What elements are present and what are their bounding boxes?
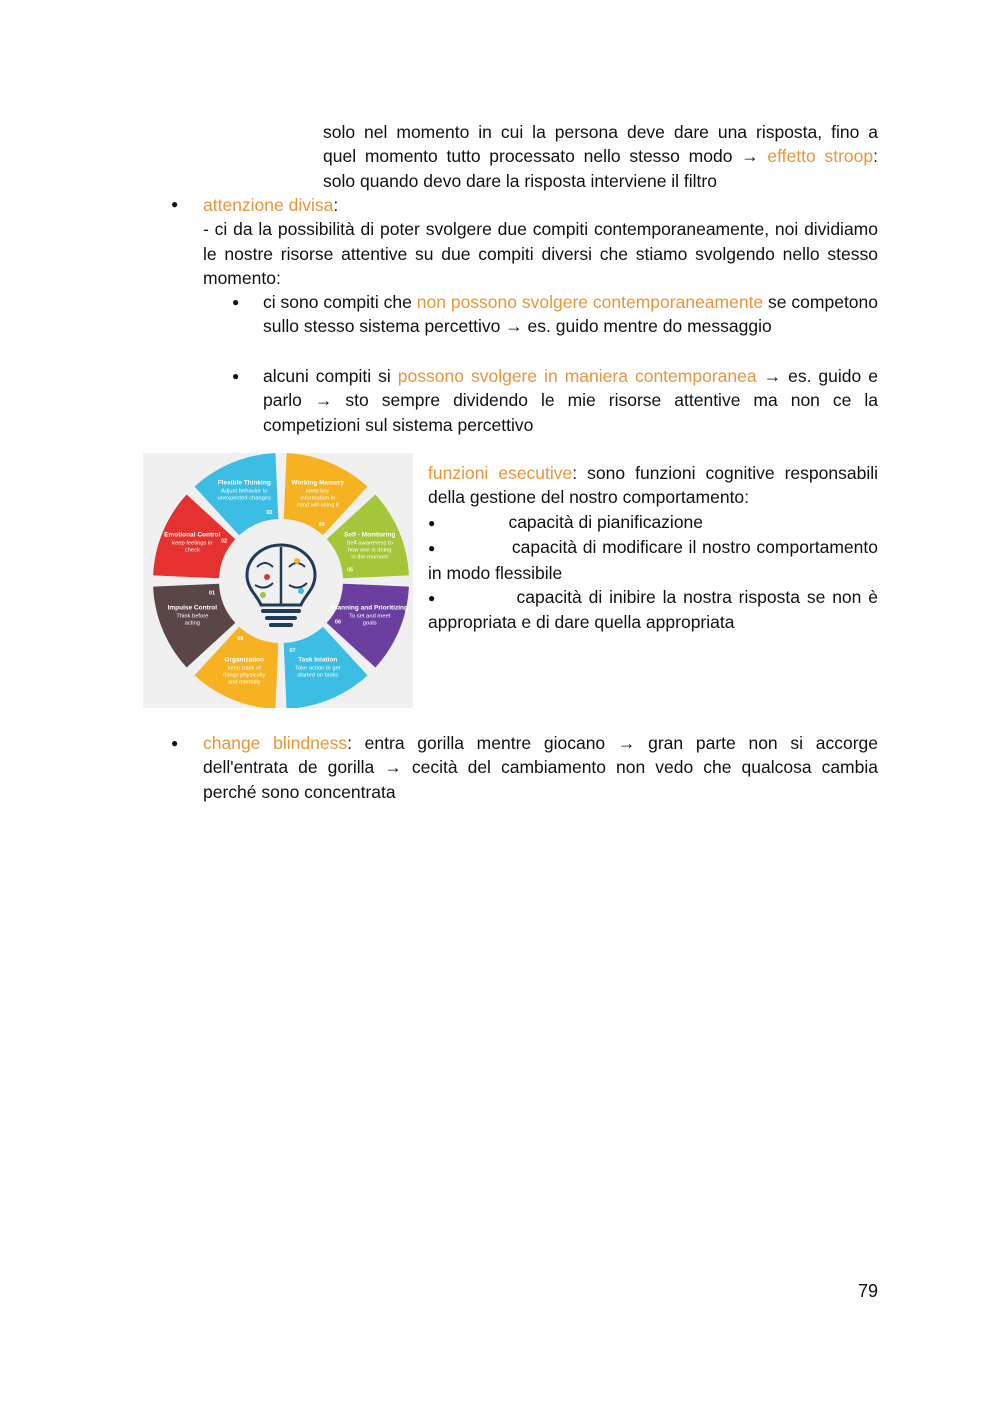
wheel-segment-title: Organization [224, 656, 265, 664]
executive-item-2-text: capacità di modificare il nostro comportamento in modo flessibile [428, 537, 878, 583]
page-number: 79 [857, 1281, 878, 1301]
wheel-segment-description: goals [362, 620, 377, 627]
bullet-icon: ● [428, 541, 436, 556]
executive-functions-figure [143, 453, 413, 708]
change-blindness-text [203, 731, 878, 804]
executive-functions-intro [428, 461, 878, 510]
bullet-icon: ● [428, 515, 436, 530]
executive-functions-wheel [143, 453, 413, 708]
continuation-paragraph [323, 120, 878, 193]
sub-bullet-2-text [263, 364, 878, 437]
continuation-line-3: solo quando devo dare la risposta interviene il filtro [323, 170, 717, 191]
executive-functions-intro-text: : sono funzioni cognitive responsabili della gestione del nostro comportamento: [428, 463, 878, 508]
wheel-segment-description: check [184, 547, 200, 554]
brain-lightbulb-icon [247, 545, 315, 627]
wheel-segment-number: 03 [266, 509, 273, 516]
sub-bullet-1-pre: ci sono compiti che [263, 292, 417, 312]
sub-bullet-1 [263, 290, 878, 339]
executive-functions-paragraph [428, 461, 878, 635]
change-blindness-term: change blindness [203, 733, 348, 753]
effetto-stroop-term: effetto stroop [767, 146, 874, 167]
wheel-segment-description: things physically [223, 672, 266, 679]
wheel-segment-description: keep track of [227, 665, 261, 672]
wheel-segment-description: Think before [176, 613, 209, 620]
change-blindness-paragraph [203, 731, 878, 804]
bullet-icon: ● [232, 295, 240, 309]
continuation-colon: : [873, 146, 878, 167]
wheel-segment-description: keep feelings in [172, 540, 213, 547]
wheel-segment-number: 04 [318, 522, 325, 529]
wheel-segment-number: 02 [220, 538, 228, 545]
wheel-segment-description: mind will using it [296, 502, 339, 509]
executive-item-3 [428, 585, 878, 635]
sub-bullet-1-post: se competono sullo stesso sistema percettivo → es. guido mentre do messaggio [263, 292, 879, 337]
sub-bullet-2-pre: alcuni compiti si [263, 366, 398, 386]
sub-bullet-1-text [263, 290, 878, 339]
wheel-segment-number: 05 [346, 567, 354, 574]
wheel-segment-description: Adjust behavior to [221, 488, 268, 495]
wheel-segment-title: Self - Monitoring [344, 531, 396, 539]
wheel-segment-title: Emotional Control [164, 531, 221, 539]
wheel-segment-title: Flexible Thinking [217, 479, 271, 487]
wheel-segment-title: Task Iniation [298, 656, 338, 664]
wheel-segment-description: Take action to get [295, 665, 341, 672]
continuation-line-2-text: quel momento tutto processato nello stesso modo → [323, 146, 768, 167]
wheel-segment-description: started on tasks [297, 672, 339, 679]
wheel-segment-title: Impulse Control [167, 604, 218, 612]
change-blindness-body: : entra gorilla mentre giocano → gran parte non si accorge dell'entrata de gorilla → cecità del cambiamento non vedo che qualcosa cambia perché sono concentrata [203, 733, 878, 802]
wheel-segment-description: Self-awareness to [346, 540, 393, 547]
wheel-segment-description: keep key [306, 488, 330, 495]
wheel-segment-title: Working Memory [291, 479, 345, 487]
executive-item-3-text: capacità di inibire la nostra risposta se non è appropriata e di dare quella appropriata [428, 587, 879, 633]
wheel-segment-description: unexpected changes [217, 495, 272, 502]
attention-divided-term: attenzione divisa [203, 195, 334, 215]
wheel-segment-number: 07 [289, 648, 296, 655]
wheel-segment-description: To set and meet [349, 613, 391, 620]
wheel-segment-description: how one is doing [347, 547, 392, 554]
sub-bullet-1-highlight: non possono svolgere contemporaneamente [416, 292, 764, 312]
continuation-line-1: solo nel momento in cui la persona deve dare una risposta, fino a [323, 122, 878, 142]
attention-divided-paragraph [203, 193, 878, 291]
wheel-segment-description: in the moment [351, 554, 389, 561]
executive-item-1-text: capacità di pianificazione [508, 511, 704, 532]
wheel-segment-description: information in [300, 495, 336, 502]
executive-functions-term: funzioni esecutive [428, 463, 573, 483]
continuation-line-2 [323, 144, 878, 168]
wheel-segment-number: 01 [208, 590, 216, 597]
executive-item-2 [428, 535, 878, 585]
attention-divided-body: - ci da la possibilità di poter svolgere due compiti contemporaneamente, noi dividiamo le nostre risorse attentive su due compiti diversi che stiamo svolgendo nello stesso momento: [203, 219, 878, 289]
wheel-segment-title: Planning and Prioritizing [331, 604, 408, 612]
wheel-segment-number: 08 [237, 635, 244, 642]
sub-bullet-2-post: → es. guido e parlo → sto sempre dividendo le mie risorse attentive ma non ce la competizioni sul sistema percettivo [263, 366, 878, 435]
bullet-icon: ● [232, 369, 240, 383]
executive-item-1 [428, 510, 878, 535]
attention-divided-colon: : [333, 195, 339, 215]
bullet-icon: ● [171, 197, 179, 211]
bullet-icon: ● [428, 591, 436, 606]
wheel-segment-description: and mentally [227, 679, 261, 686]
attention-divided-heading [203, 193, 878, 217]
sub-bullet-2-highlight: possono svolgere in maniera contemporanea [397, 366, 757, 386]
wheel-segment-description: acting [184, 620, 201, 627]
sub-bullet-2 [263, 364, 878, 437]
wheel-segment-number: 06 [334, 619, 342, 626]
bullet-icon: ● [171, 736, 179, 750]
